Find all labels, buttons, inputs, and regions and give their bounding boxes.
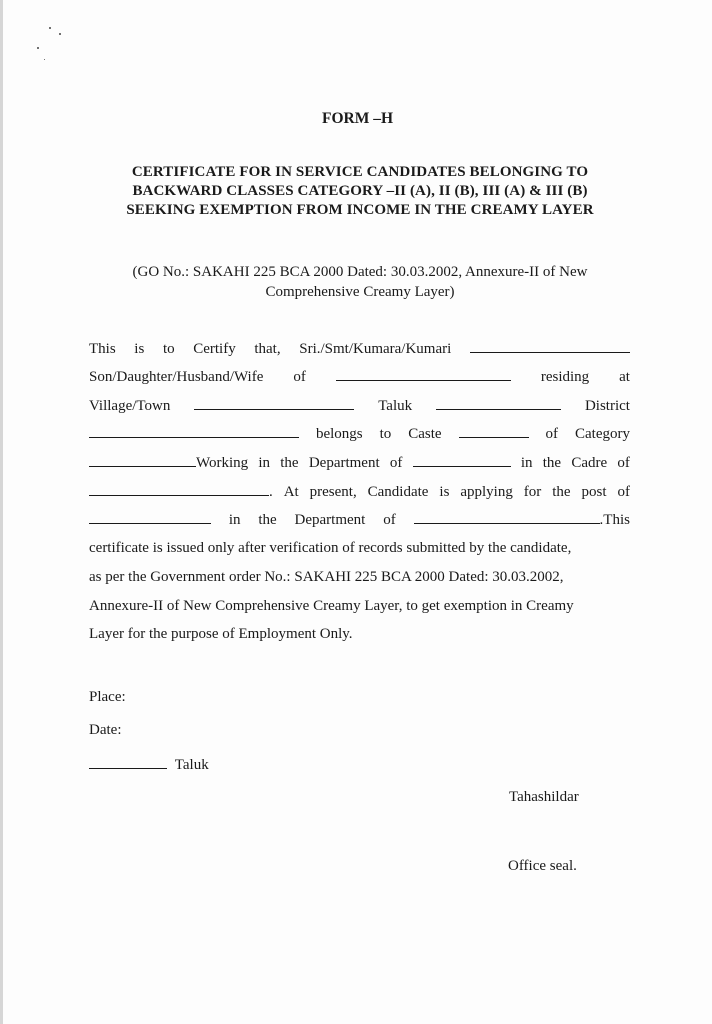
place-label: Place: [89, 689, 126, 705]
go-reference-line-1: (GO No.: SAKAHI 225 BCA 2000 Dated: 30.03.2002, Annexure-II of New [132, 264, 588, 280]
word: belongs [315, 426, 363, 442]
word: to [162, 341, 175, 357]
word: to [379, 426, 392, 442]
word: District [584, 398, 630, 414]
word: of [545, 426, 559, 442]
go-reference-line-2: Comprehensive Creamy Layer) [265, 284, 455, 300]
district-blank[interactable] [89, 425, 299, 438]
word: in [258, 455, 271, 471]
relation-name-blank[interactable] [336, 368, 511, 381]
applying-department-group [414, 511, 630, 529]
body-para-line-4: Layer for the purpose of Employment Only. [89, 626, 353, 642]
word: is [134, 341, 145, 357]
taluk-signature-line [89, 756, 209, 774]
taluk-blank[interactable] [436, 397, 561, 410]
go-reference [60, 262, 660, 302]
heading-line-1: CERTIFICATE FOR IN SERVICE CANDIDATES BELONGING TO [131, 164, 589, 180]
word: Department [308, 455, 380, 471]
word: . [269, 484, 273, 500]
cadre-blank[interactable] [89, 483, 269, 496]
word: at [619, 369, 630, 385]
word: of [617, 484, 630, 500]
category-working-group [89, 454, 248, 472]
certificate-heading [60, 163, 660, 220]
body-line-7 [89, 511, 630, 529]
word: applying [460, 484, 513, 500]
village-town-blank[interactable] [194, 397, 354, 410]
word: Caste [408, 426, 442, 442]
word: .This [599, 512, 630, 528]
word: present, [309, 484, 357, 500]
date-label: Date: [89, 722, 122, 738]
heading-line-3: SEEKING EXEMPTION FROM INCOME IN THE CREAMY LAYER [126, 202, 594, 218]
word: for [523, 484, 542, 500]
body-line-4 [89, 425, 630, 443]
word: the [258, 512, 277, 528]
word: Son/Daughter/Husband/Wife [89, 369, 264, 385]
body-para-line-3: Annexure-II of New Comprehensive Creamy Layer, to get exemption in Creamy [89, 598, 574, 614]
word: Candidate [367, 484, 429, 500]
body-line-1 [89, 340, 630, 358]
word: of [617, 455, 630, 471]
word: Department [294, 512, 366, 528]
word: residing [540, 369, 590, 385]
form-label: FORM –H [322, 110, 394, 127]
word: At [283, 484, 299, 500]
word: This [89, 341, 116, 357]
word: Certify [193, 341, 236, 357]
cadre-group [89, 483, 273, 501]
signatory-label: Tahashildar [509, 789, 579, 805]
word: Working [196, 455, 249, 471]
body-para-line-2: as per the Government order No.: SAKAHI 225 BCA 2000 Dated: 30.03.2002, [89, 569, 564, 585]
word: the [280, 455, 299, 471]
word: post [581, 484, 607, 500]
taluk-label: Taluk [174, 757, 209, 773]
word: Sri./Smt/Kumara/Kumari [299, 341, 452, 357]
word: the [542, 455, 562, 471]
word: Cadre [571, 455, 608, 471]
taluk-name-blank[interactable] [89, 756, 167, 769]
body-line-6 [89, 483, 630, 501]
office-seal-label: Office seal. [508, 858, 577, 874]
body-line-3 [89, 397, 630, 415]
word: in [228, 512, 241, 528]
body-para-line-1: certificate is issued only after verification of records submitted by the candidate, [89, 540, 572, 556]
word: Village/Town [89, 398, 171, 414]
word: the [552, 484, 571, 500]
word: of [389, 455, 403, 471]
name-blank[interactable] [470, 340, 630, 353]
caste-blank[interactable] [459, 425, 529, 438]
scan-edge-shadow [0, 0, 3, 1024]
word: of [293, 369, 306, 385]
applying-department-blank[interactable] [414, 511, 600, 524]
word: Category [574, 426, 630, 442]
word: that, [254, 341, 281, 357]
category-blank[interactable] [89, 454, 196, 467]
post-blank[interactable] [89, 511, 211, 524]
word: is [439, 484, 450, 500]
word: in [520, 455, 533, 471]
word: Taluk [378, 398, 413, 414]
body-line-2 [89, 368, 630, 386]
department-blank[interactable] [413, 454, 511, 467]
heading-line-2: BACKWARD CLASSES CATEGORY –II (A), II (B), III (A) & III (B) [132, 183, 588, 199]
body-line-5 [89, 454, 630, 472]
word: of [383, 512, 396, 528]
